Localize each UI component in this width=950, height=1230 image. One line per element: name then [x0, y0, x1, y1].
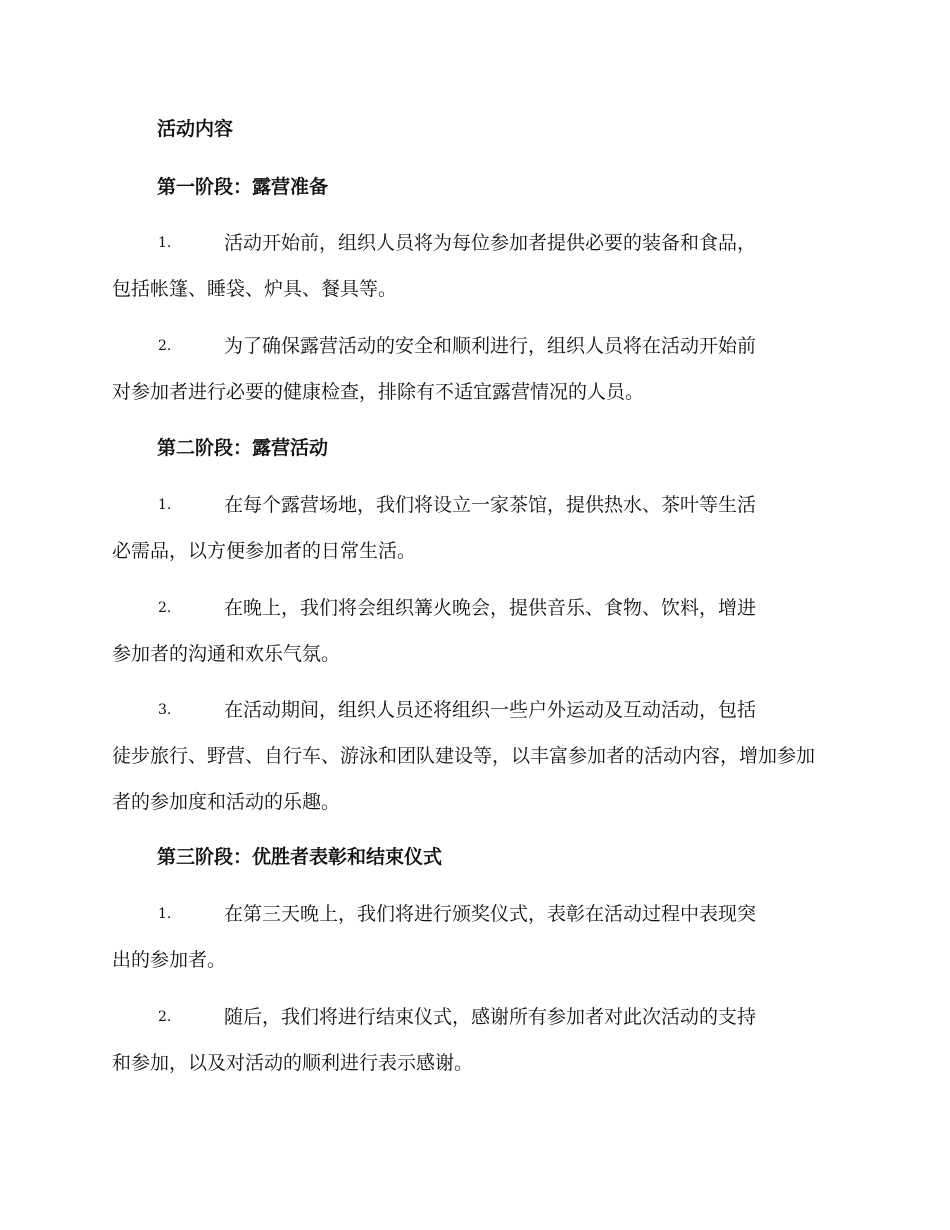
list-item-text-continued: 参加者的沟通和欢乐气氛。	[112, 643, 341, 665]
list-item-text-continued: 对参加者进行必要的健康检查，排除有不适宜露营情况的人员。	[112, 381, 645, 403]
list-item-text-continued: 徒步旅行、野营、自行车、游泳和团队建设等，以丰富参加者的活动内容，增加参加者的参加度和活动的乐趣。	[112, 745, 816, 813]
list-item-text-first-line: 随后，我们将进行结束仪式，感谢所有参加者对此次活动的支持	[224, 1006, 757, 1028]
list-item-text-continued: 包括帐篷、睡袋、炉具、餐具等。	[112, 278, 398, 300]
list-item-text-continued: 必需品，以方便参加者的日常生活。	[112, 540, 417, 562]
list-item-text-first-line: 为了确保露营活动的安全和顺利进行，组织人员将在活动开始前	[224, 335, 757, 357]
list-item-text-first-line: 在晚上，我们将会组织篝火晚会，提供音乐、食物、饮料，增进	[224, 597, 757, 619]
list-item-number: 1.	[158, 235, 172, 251]
list-item	[112, 323, 832, 415]
list-item	[112, 482, 832, 574]
list-item-text-first-line: 在第三天晚上，我们将进行颁奖仪式，表彰在活动过程中表现突	[224, 903, 757, 925]
list-item-number: 2.	[158, 600, 172, 616]
stage-1-title: 第一阶段：露营准备	[157, 176, 329, 198]
list-item-text-continued: 出的参加者。	[112, 949, 227, 971]
list-item	[112, 220, 832, 312]
list-item-text-first-line: 在活动期间，组织人员还将组织一些户外运动及互动活动，包括	[224, 699, 757, 721]
list-item-number: 1.	[158, 906, 172, 922]
list-item-text-first-line: 活动开始前，组织人员将为每位参加者提供必要的装备和食品，	[224, 232, 757, 254]
list-item-number: 2.	[158, 338, 172, 354]
list-item	[112, 585, 832, 677]
section-title: 活动内容	[157, 118, 234, 140]
list-item-text-continued: 和参加，以及对活动的顺利进行表示感谢。	[112, 1052, 474, 1074]
list-item-number: 1.	[158, 497, 172, 513]
list-item-number: 2.	[158, 1009, 172, 1025]
list-item-text-first-line: 在每个露营场地，我们将设立一家茶馆，提供热水、茶叶等生活	[224, 494, 757, 516]
list-item-number: 3.	[158, 702, 172, 718]
list-item	[112, 994, 832, 1086]
stage-2-title: 第二阶段：露营活动	[157, 437, 329, 459]
list-item	[112, 891, 832, 983]
stage-3-title: 第三阶段：优胜者表彰和结束仪式	[157, 846, 443, 868]
list-item	[112, 687, 832, 825]
